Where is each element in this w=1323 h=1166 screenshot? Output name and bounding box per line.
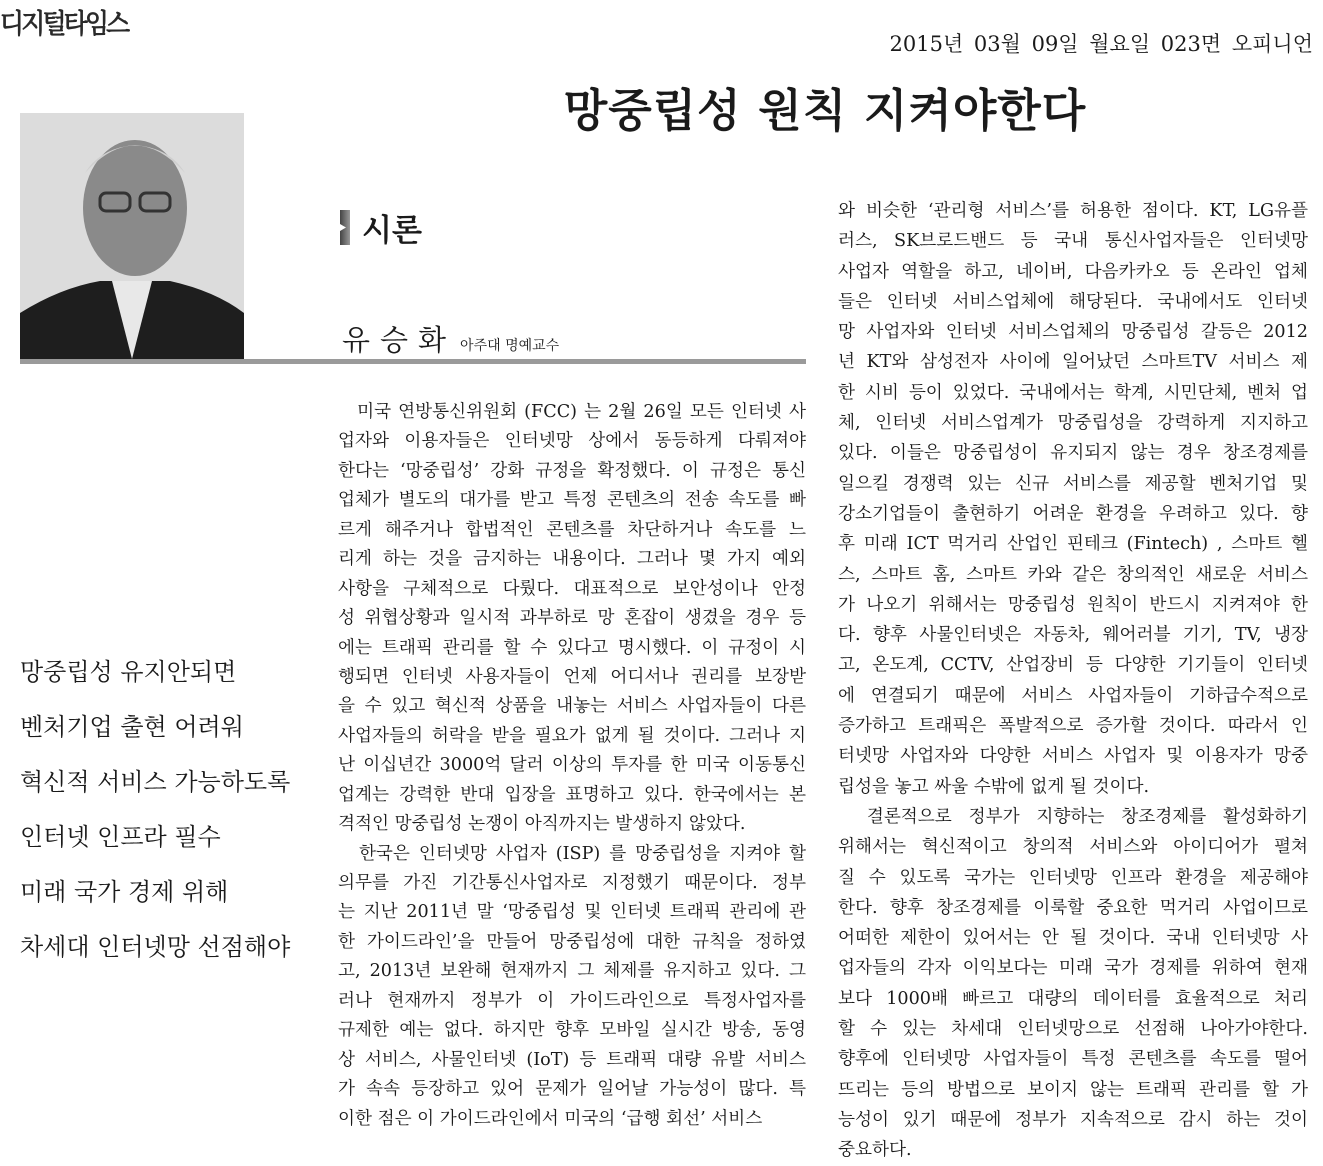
body-text-line: 사항을 구체적으로 다뤘다. 대표적으로 보안성이나 안정 (338, 578, 806, 599)
body-text-line: 성 위협상황과 일시적 과부하로 망 혼잡이 생겼을 경우 등 (338, 608, 806, 629)
body-text-line: 위해서는 혁신적이고 창의적 서비스와 아이디어가 펼쳐 (838, 837, 1308, 858)
byline (342, 318, 559, 359)
pull-quote-line: 망중립성 유지안되면 (20, 658, 237, 686)
body-text-line: 이한 점은 이 가이드라인에서 미국의 ‘급행 회선’ 서비스 (338, 1108, 763, 1129)
author-photo (20, 113, 244, 359)
body-text-line: 망 사업자와 인터넷 서비스업체의 망중립성 갈등은 2012 (838, 322, 1308, 343)
body-text-line: 질 수 있도록 국가는 인터넷망 인프라 환경을 제공해야 (838, 867, 1308, 888)
body-text-line: 사업자 역할을 하고, 네이버, 다음카카오 등 온라인 업체 (838, 261, 1308, 282)
pull-quote-line: 벤처기업 출현 어려워 (20, 713, 244, 741)
body-text-line: 한다. 향후 창조경제를 이룩할 중요한 먹거리 사업이므로 (838, 897, 1308, 918)
section-marker-icon (340, 210, 350, 245)
body-text-line: 강소기업들이 출현하기 어려운 환경을 우려하고 있다. 향 (838, 503, 1308, 524)
body-text-line: 가 나오기 위해서는 망중립성 원칙이 반드시 지켜져야 한 (838, 594, 1308, 615)
body-text-line: 보다 1000배 빠르고 대량의 데이터를 효율적으로 처리 (838, 988, 1308, 1009)
body-text-line: 사업자들의 허락을 받을 필요가 없게 될 것이다. 그러나 지 (338, 725, 806, 746)
body-column-2 (838, 196, 1308, 1166)
body-text-line: 립성을 놓고 싸울 수밖에 없게 될 것이다. (838, 776, 1150, 797)
body-text-line: 체, 인터넷 서비스업계가 망중립성을 강력하게 지지하고 (838, 413, 1308, 434)
body-text-line: 난 이십년간 3000억 달러 이상의 투자를 한 미국 이동통신 (338, 755, 806, 776)
article-title: 망중립성 원칙 지켜야한다 (563, 84, 1087, 137)
section-label: 시론 (362, 213, 422, 249)
body-text-line: 와 비슷한 ‘관리형 서비스’를 허용한 점이다. KT, LG유플 (838, 201, 1308, 221)
body-text-line: 다. 향후 사물인터넷은 자동차, 웨어러블 기기, TV, 냉장 (838, 625, 1308, 646)
body-text-line: 능성이 있기 때문에 정부가 지속적으로 감시 하는 것이 (838, 1109, 1308, 1130)
body-text-line: 스, 스마트 홈, 스마트 카와 같은 창의적인 새로운 서비스 (838, 564, 1308, 585)
body-text-line: 는 지난 2011년 말 ‘망중립성 및 인터넷 트래픽 관리에 관 (338, 902, 806, 923)
body-text-line: 을 수 있고 혁신적 상품을 내놓는 서비스 사업자들이 다른 (338, 696, 806, 717)
body-text-line: 고, 온도계, CCTV, 산업장비 등 다양한 기기들이 인터넷 (838, 655, 1308, 676)
body-text-line: 업자들의 각자 이익보다는 미래 국가 경제를 위하여 현재 (838, 958, 1308, 979)
body-text-line: 상 서비스, 사물인터넷 (IoT) 등 트래픽 대량 유발 서비스 (338, 1049, 806, 1070)
body-text-line: 중요하다. (838, 1140, 912, 1161)
pull-quote-line: 미래 국가 경제 위해 (20, 878, 229, 906)
author-affiliation: 아주대 명예교수 (460, 338, 560, 354)
body-text-line: 한 가이드라인’을 만들어 망중립성에 대한 규칙을 정하였 (338, 931, 806, 952)
body-text-line: 에는 트래픽 관리를 할 수 있다고 명시했다. 이 규정이 시 (338, 637, 806, 658)
body-text-line: 뜨리는 등의 방법으로 보이지 않는 트래픽 관리를 할 가 (838, 1079, 1308, 1100)
pull-quote-line: 혁신적 서비스 가능하도록 (20, 768, 291, 796)
body-text-line: 업체가 별도의 대가를 받고 특정 콘텐츠의 전송 속도를 빠 (338, 490, 806, 511)
pull-quotes (20, 655, 290, 985)
body-text-line: 증가하고 트래픽은 폭발적으로 증가할 것이다. 따라서 인 (838, 716, 1308, 737)
body-text-line: 의무를 가진 기간통신사업자로 지정했기 때문이다. 정부 (338, 873, 806, 893)
newspaper-logo: 디지털타임스 (0, 9, 128, 40)
body-text-line: 결론적으로 정부가 지향하는 창조경제를 활성화하기 (838, 806, 1308, 827)
body-text-line: 할 수 있는 차세대 인터넷망으로 선점해 나아가야한다. (838, 1019, 1308, 1040)
body-text-line: 리게 하는 것을 금지하는 내용이다. 그러나 몇 가지 예외 (338, 549, 806, 570)
author-name: 유승화 (342, 323, 457, 357)
body-text-line: 향후에 인터넷망 사업자들이 특정 콘텐츠를 속도를 떨어 (838, 1049, 1308, 1070)
body-text-line: 일으킬 경쟁력 있는 신규 서비스를 제공할 벤처기업 및 (838, 473, 1308, 494)
body-text-line: 들은 인터넷 서비스업체에 해당된다. 국내에서도 인터넷 (838, 291, 1308, 312)
body-text-line: 한국은 인터넷망 사업자 (ISP) 를 망중립성을 지켜야 할 (338, 843, 806, 864)
body-text-line: 한 시비 등이 있었다. 국내에서는 학계, 시민단체, 벤처 업 (838, 382, 1308, 403)
body-text-line: 규제한 예는 없다. 하지만 향후 모바일 실시간 방송, 동영 (338, 1020, 806, 1041)
body-text-line: 어떠한 제한이 있어서는 안 될 것이다. 국내 인터넷망 사 (838, 928, 1308, 949)
body-text-line: 러스, SK브로드밴드 등 국내 통신사업자들은 인터넷망 (838, 231, 1308, 252)
dateline: 2015년 03월 09일 월요일 023면 오피니언 (889, 32, 1313, 56)
divider (20, 359, 806, 364)
body-text-line: 가 속속 등장하고 있어 문제가 일어날 가능성이 많다. 특 (338, 1079, 806, 1100)
body-text-line: 행되면 인터넷 사용자들이 언제 어디서나 권리를 보장받 (338, 666, 806, 687)
body-text-line: 한다는 ‘망중립성’ 강화 규정을 확정했다. 이 규정은 통신 (338, 460, 806, 481)
body-text-line: 후 미래 ICT 먹거리 산업인 핀테크 (Fintech) , 스마트 헬 (838, 534, 1308, 555)
body-text-line: 에 연결되기 때문에 서비스 사업자들이 기하급수적으로 (838, 685, 1308, 706)
section-header (340, 205, 422, 250)
body-text-line: 러나 현재까지 정부가 이 가이드라인으로 특정사업자를 (338, 990, 806, 1011)
body-column-1 (338, 398, 806, 1134)
pull-quote-line: 차세대 인터넷망 선점해야 (20, 933, 291, 961)
pull-quote-line: 인터넷 인프라 필수 (20, 823, 221, 851)
body-text-line: 르게 해주거나 합법적인 콘텐츠를 차단하거나 속도를 느 (338, 519, 806, 540)
body-text-line: 미국 연방통신위원회 (FCC) 는 2월 26일 모든 인터넷 사 (338, 402, 806, 422)
body-text-line: 터넷망 사업자와 다양한 서비스 사업자 및 이용자가 망중 (838, 746, 1308, 767)
body-text-line: 업자와 이용자들은 인터넷망 상에서 동등하게 다뤄져야 (338, 431, 806, 452)
body-text-line: 있다. 이들은 망중립성이 유지되지 않는 경우 창조경제를 (838, 443, 1308, 464)
body-text-line: 고, 2013년 보완해 현재까지 그 체제를 유지하고 있다. 그 (338, 961, 806, 982)
body-text-line: 년 KT와 삼성전자 사이에 일어났던 스마트TV 서비스 제 (838, 352, 1308, 373)
body-text-line: 격적인 망중립성 논쟁이 아직까지는 발생하지 않았다. (338, 814, 746, 835)
body-text-line: 업계는 강력한 반대 입장을 표명하고 있다. 한국에서는 본 (338, 784, 806, 805)
